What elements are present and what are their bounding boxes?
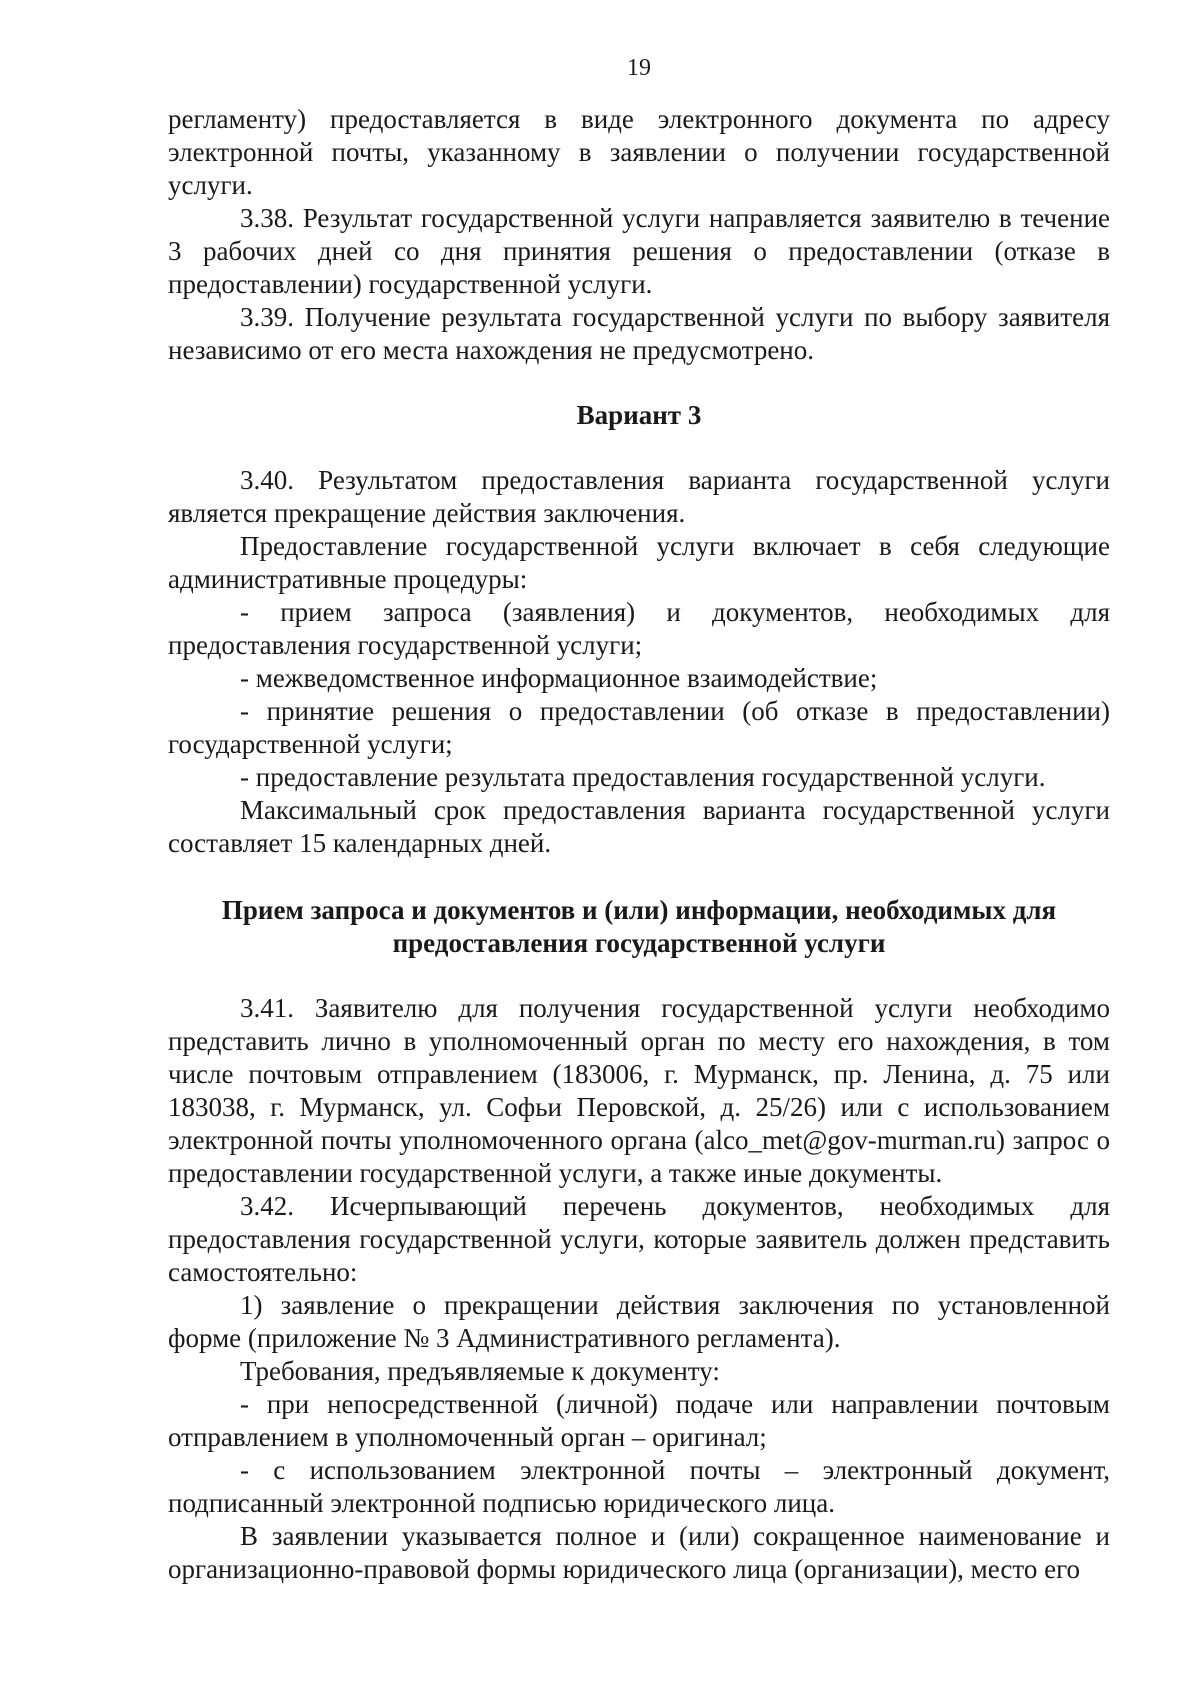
paragraph: 3.39. Получение результата государственной услуги по выбору заявителя независимо от его места нахождения не предусмотрено. <box>168 302 1110 365</box>
section-mid <box>168 464 1110 860</box>
heading-section-request: Прием запроса и документов и (или) информации, необходимых для предоставления государственной услуги <box>221 895 1057 958</box>
paragraph: Максимальный срок предоставления варианта государственной услуги составляет 15 календарных дней. <box>168 795 1110 858</box>
paragraph: Требования, предъявляемые к документу: <box>240 1356 720 1386</box>
paragraph: - межведомственное информационное взаимодействие; <box>240 663 878 693</box>
paragraph: 3.40. Результатом предоставления варианта государственной услуги является прекращение действия заключения. <box>168 465 1110 528</box>
paragraph: Предоставление государственной услуги включает в себя следующие административные процедуры: <box>168 531 1110 594</box>
page-number: 19 <box>627 55 651 81</box>
paragraph: 3.42. Исчерпывающий перечень документов, необходимых для предоставления государственной услуги, которые заявитель должен представить самостоятельно: <box>168 1191 1110 1287</box>
paragraph: регламенту) предоставляется в виде электронного документа по адресу электронной почты, указанному в заявлении о получении государственной услуги. <box>168 104 1110 200</box>
paragraph: - предоставление результата предоставления государственной услуги. <box>240 762 1046 792</box>
paragraph: - при непосредственной (личной) подаче или направлении почтовым отправлением в уполномоченный орган – оригинал; <box>168 1389 1110 1452</box>
heading-variant-3: Вариант 3 <box>576 400 702 430</box>
paragraph: В заявлении указывается полное и (или) сокращенное наименование и организационно-правовой формы юридического лица (организации), место его <box>168 1521 1110 1584</box>
paragraph: - принятие решения о предоставлении (об отказе в предоставлении) государственной услуги; <box>168 696 1110 759</box>
paragraph: 1) заявление о прекращении действия заключения по установленной форме (приложение № 3 Административного регламента). <box>168 1290 1110 1353</box>
paragraph: - с использованием электронной почты – электронный документ, подписанный электронной подписью юридического лица. <box>168 1455 1110 1518</box>
section-top <box>168 103 1110 367</box>
section-bottom <box>168 992 1110 1586</box>
paragraph: - прием запроса (заявления) и документов, необходимых для предоставления государственной услуги; <box>168 597 1110 660</box>
paragraph: 3.38. Результат государственной услуги направляется заявителю в течение 3 рабочих дней со дня принятия решения о предоставлении (отказе в предоставлении) государственной услуги. <box>168 203 1110 299</box>
paragraph: 3.41. Заявителю для получения государственной услуги необходимо представить лично в уполномоченный орган по месту его нахождения, в том числе почтовым отправлением (183006, г. Мурманск, пр. Ленина, д. 75 или 183038, г. Мурманск, ул. Софьи Перовской, д. 25/26) или с использованием электронной почты уполномоченного органа (alco_met@gov-murman.ru) запрос о предоставлении государственной услуги, а также иные документы. <box>168 993 1110 1188</box>
